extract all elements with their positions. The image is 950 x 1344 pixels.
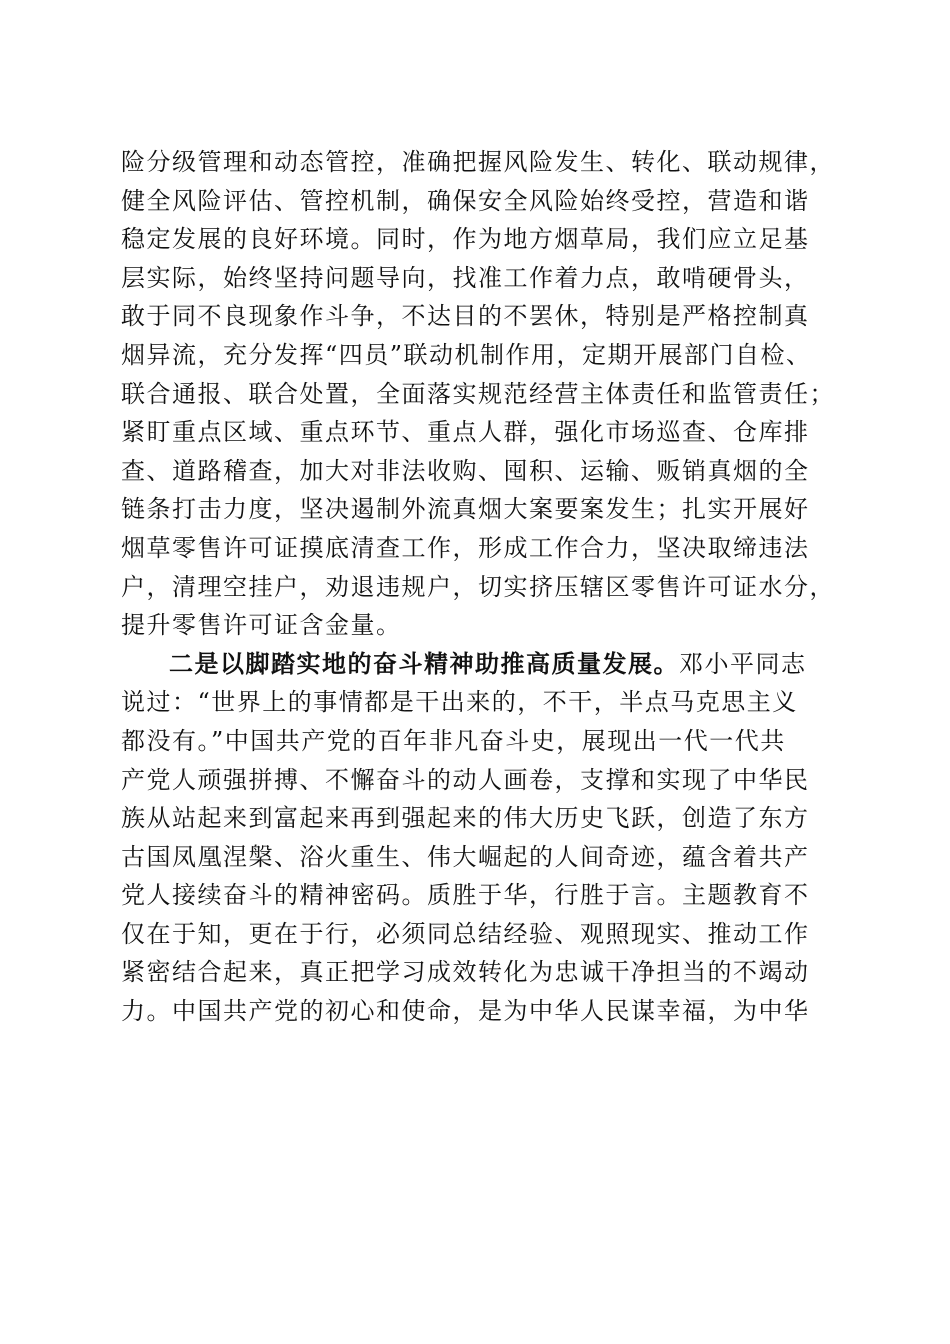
paragraph-heading: 二是以脚踏实地的奋斗精神助推高质量发展。 xyxy=(169,648,679,678)
paragraph-heading-rest: 邓小平同志 xyxy=(679,649,807,678)
text-line: 层实际，始终坚持问题导向，找准工作着力点，敢啃硬骨头， xyxy=(121,263,810,292)
text-line: 险分级管理和动态管控，准确把握风险发生、转化、联动规律， xyxy=(121,148,835,176)
text-line: 户，清理空挂户，劝退违规户，切实挤压辖区零售许可证水分， xyxy=(121,572,835,601)
text-line: 力。中国共产党的初心和使命，是为中华人民谋幸福，为中华 xyxy=(121,997,810,1026)
text-line: 链条打击力度，坚决遏制外流真烟大案要案发生；扎实开展好 xyxy=(121,495,810,524)
text-line: 产党人顽强拼搏、不懈奋斗的动人画卷，支撑和实现了中华民 xyxy=(121,765,810,794)
text-line: 紧密结合起来，真正把学习成效转化为忠诚干净担当的不竭动 xyxy=(121,958,810,987)
paragraph-1 xyxy=(121,143,841,645)
text-line: 党人接续奋斗的精神密码。质胜于华，行胜于言。主题教育不 xyxy=(121,881,810,910)
text-line: 敢于同不良现象作斗争，不达目的不罢休，特别是严格控制真 xyxy=(121,302,810,331)
text-line: 提升零售许可证含金量。 xyxy=(121,611,402,640)
document-body xyxy=(121,143,841,1031)
text-line: 族从站起来到富起来再到强起来的伟大历史飞跃，创造了东方 xyxy=(121,804,810,833)
text-line: 稳定发展的良好环境。同时，作为地方烟草局，我们应立足基 xyxy=(121,225,810,254)
text-line: 说过：“世界上的事情都是干出来的，不干，半点马克思主义 xyxy=(121,688,798,717)
text-line: 古国凤凰涅槃、浴火重生、伟大崛起的人间奇迹，蕴含着共产 xyxy=(121,842,810,871)
text-line: 都没有。”中国共产党的百年非凡奋斗史，展现出一代一代共 xyxy=(121,726,786,755)
text-line: 健全风险评估、管控机制，确保安全风险始终受控，营造和谐 xyxy=(121,186,810,215)
text-line: 查、道路稽查，加大对非法收购、囤积、运输、贩销真烟的全 xyxy=(121,456,810,485)
paragraph-2 xyxy=(121,645,841,1031)
paragraph-2-first-line xyxy=(121,645,841,684)
text-line: 联合通报、联合处置，全面落实规范经营主体责任和监管责任； xyxy=(121,379,835,408)
text-line: 仅在于知，更在于行，必须同总结经验、观照现实、推动工作 xyxy=(121,919,810,948)
text-line: 烟异流，充分发挥“四员”联动机制作用，定期开展部门自检、 xyxy=(121,340,812,369)
text-line: 烟草零售许可证摸底清查工作，形成工作合力，坚决取缔违法 xyxy=(121,533,810,562)
text-line: 紧盯重点区域、重点环节、重点人群，强化市场巡查、仓库排 xyxy=(121,418,810,447)
